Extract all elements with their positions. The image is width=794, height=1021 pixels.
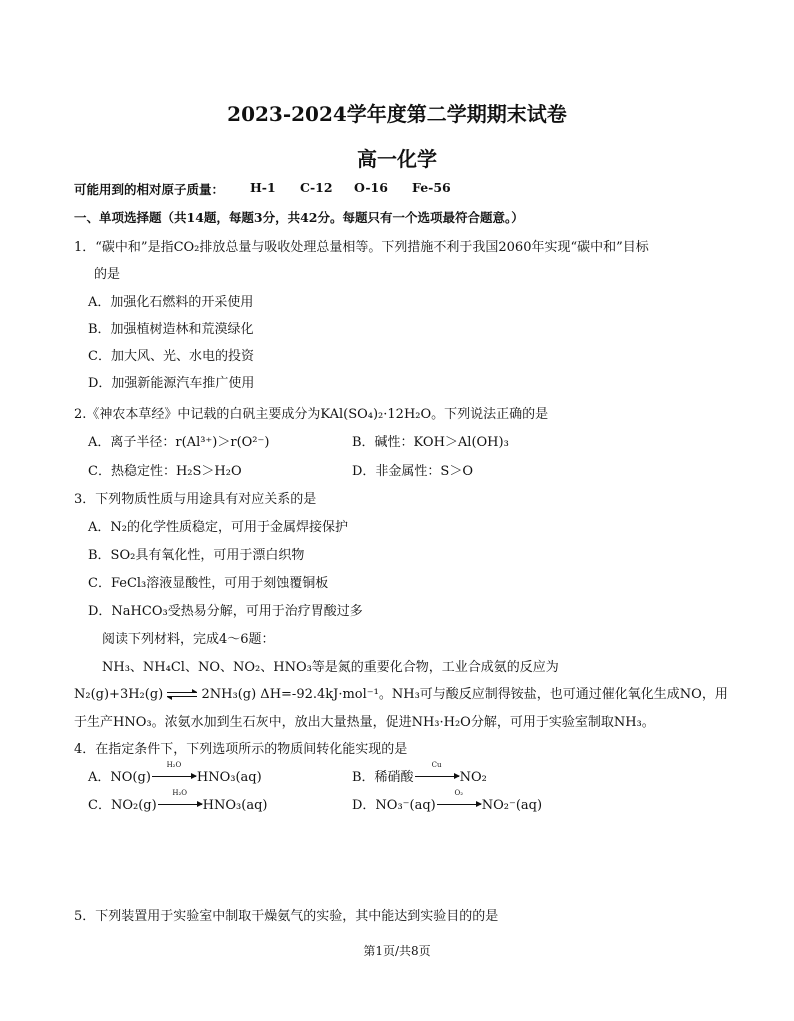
q4-c-product: HNO₃(aq)	[202, 798, 268, 813]
reaction-arrow-icon	[151, 761, 197, 785]
q3-stem: 3．下列物质性质与用途具有对应关系的是	[74, 492, 317, 507]
q3-option-c: C．FeCl₃溶液显酸性，可用于刻蚀覆铜板	[88, 576, 329, 591]
q4-a-condition: H₂O	[166, 761, 182, 769]
material-line2	[74, 683, 728, 702]
q2-option-b: B．碱性：KOH＞Al(OH)₃	[352, 435, 509, 450]
page-number: 第1页/共8页	[363, 944, 431, 958]
q4-d-condition: O₂	[454, 789, 464, 797]
q4-c-reactant: C．NO₂(g)	[88, 798, 157, 813]
q5-stem: 5．下列装置用于实验室中制取干燥氨气的实验，其中能达到实验目的的是	[74, 909, 499, 924]
exam-subject: 高一化学	[357, 147, 437, 171]
atomic-mass-label: 可能用到的相对原子质量：	[74, 182, 225, 197]
atomic-mass-fe: Fe-56	[412, 180, 451, 195]
reaction-arrow-icon	[157, 789, 203, 813]
atomic-mass-c: C-12	[300, 180, 333, 195]
section-heading: 一、单项选择题（共14题，每题3分，共42分。每题只有一个选项最符合题意。）	[74, 210, 524, 225]
equilibrium-arrow-icon	[167, 690, 197, 700]
q1-option-a: A．加强化石燃料的开采使用	[88, 295, 254, 310]
q1-option-b: B．加强植树造林和荒漠绿化	[88, 322, 254, 337]
q4-d-reactant: D．NO₃⁻(aq)	[352, 798, 436, 813]
q2-option-a: A．离子半径：r(Al³⁺)＞r(O²⁻)	[88, 435, 270, 450]
q3-option-d: D．NaHCO₃受热易分解，可用于治疗胃酸过多	[88, 604, 363, 619]
q4-b-condition: Cu	[431, 761, 442, 769]
q1-option-c: C．加大风、光、水电的投资	[88, 349, 254, 364]
exam-title: 2023-2024学年度第二学期期末试卷	[227, 102, 567, 126]
q4-c-condition: H₂O	[172, 789, 187, 797]
reaction-products: 2NH₃(g) ΔH=-92.4kJ·mol⁻¹。NH₃可与酸反应制得铵盐，也可通过催化氧化生成NO，用	[201, 687, 728, 702]
q4-option-a	[88, 761, 262, 785]
q4-option-b	[352, 761, 487, 785]
q4-a-product: HNO₃(aq)	[196, 770, 262, 785]
material-line3: 于生产HNO₃。浓氨水加到生石灰中，放出大量热量，促进NH₃·H₂O分解，可用于实验室制取NH₃。	[74, 715, 655, 730]
q4-d-product: NO₂⁻(aq)	[481, 798, 543, 813]
reaction-arrow-icon	[414, 761, 460, 785]
q3-option-a: A．N₂的化学性质稳定，可用于金属焊接保护	[88, 520, 348, 535]
q1-option-d: D．加强新能源汽车推广使用	[88, 376, 255, 391]
q4-stem: 4．在指定条件下，下列选项所示的物质间转化能实现的是	[74, 742, 408, 757]
q3-option-b: B．SO₂具有氧化性，可用于漂白织物	[88, 548, 305, 563]
q2-option-c: C．热稳定性：H₂S＞H₂O	[88, 464, 242, 479]
q4-option-c	[88, 789, 268, 813]
material-line1: NH₃、NH₄Cl、NO、NO₂、HNO₃等是氮的重要化合物，工业合成氨的反应为	[102, 660, 559, 675]
material-intro: 阅读下列材料，完成4～6题：	[102, 632, 275, 647]
reaction-reactants: N₂(g)+3H₂(g)	[74, 687, 164, 702]
q4-option-d	[352, 789, 543, 813]
q1-stem-line1: 1．“碳中和”是指CO₂排放总量与吸收处理总量相等。下列措施不利于我国2060年实现“碳中和”目标	[74, 240, 649, 255]
reaction-arrow-icon	[436, 789, 482, 813]
q4-a-reactant: A．NO(g)	[88, 770, 151, 785]
q4-b-product: NO₂	[459, 770, 487, 785]
atomic-mass-o: O-16	[354, 180, 388, 195]
q4-b-reactant: B．稀硝酸	[352, 770, 414, 785]
q1-stem-line2: 的是	[94, 267, 121, 282]
atomic-mass-h: H-1	[250, 180, 276, 195]
q2-stem: 2.《神农本草经》中记载的白矾主要成分为KAl(SO₄)₂·12H₂O。下列说法正确的是	[74, 407, 549, 422]
q2-option-d: D．非金属性：S＞O	[352, 464, 473, 479]
